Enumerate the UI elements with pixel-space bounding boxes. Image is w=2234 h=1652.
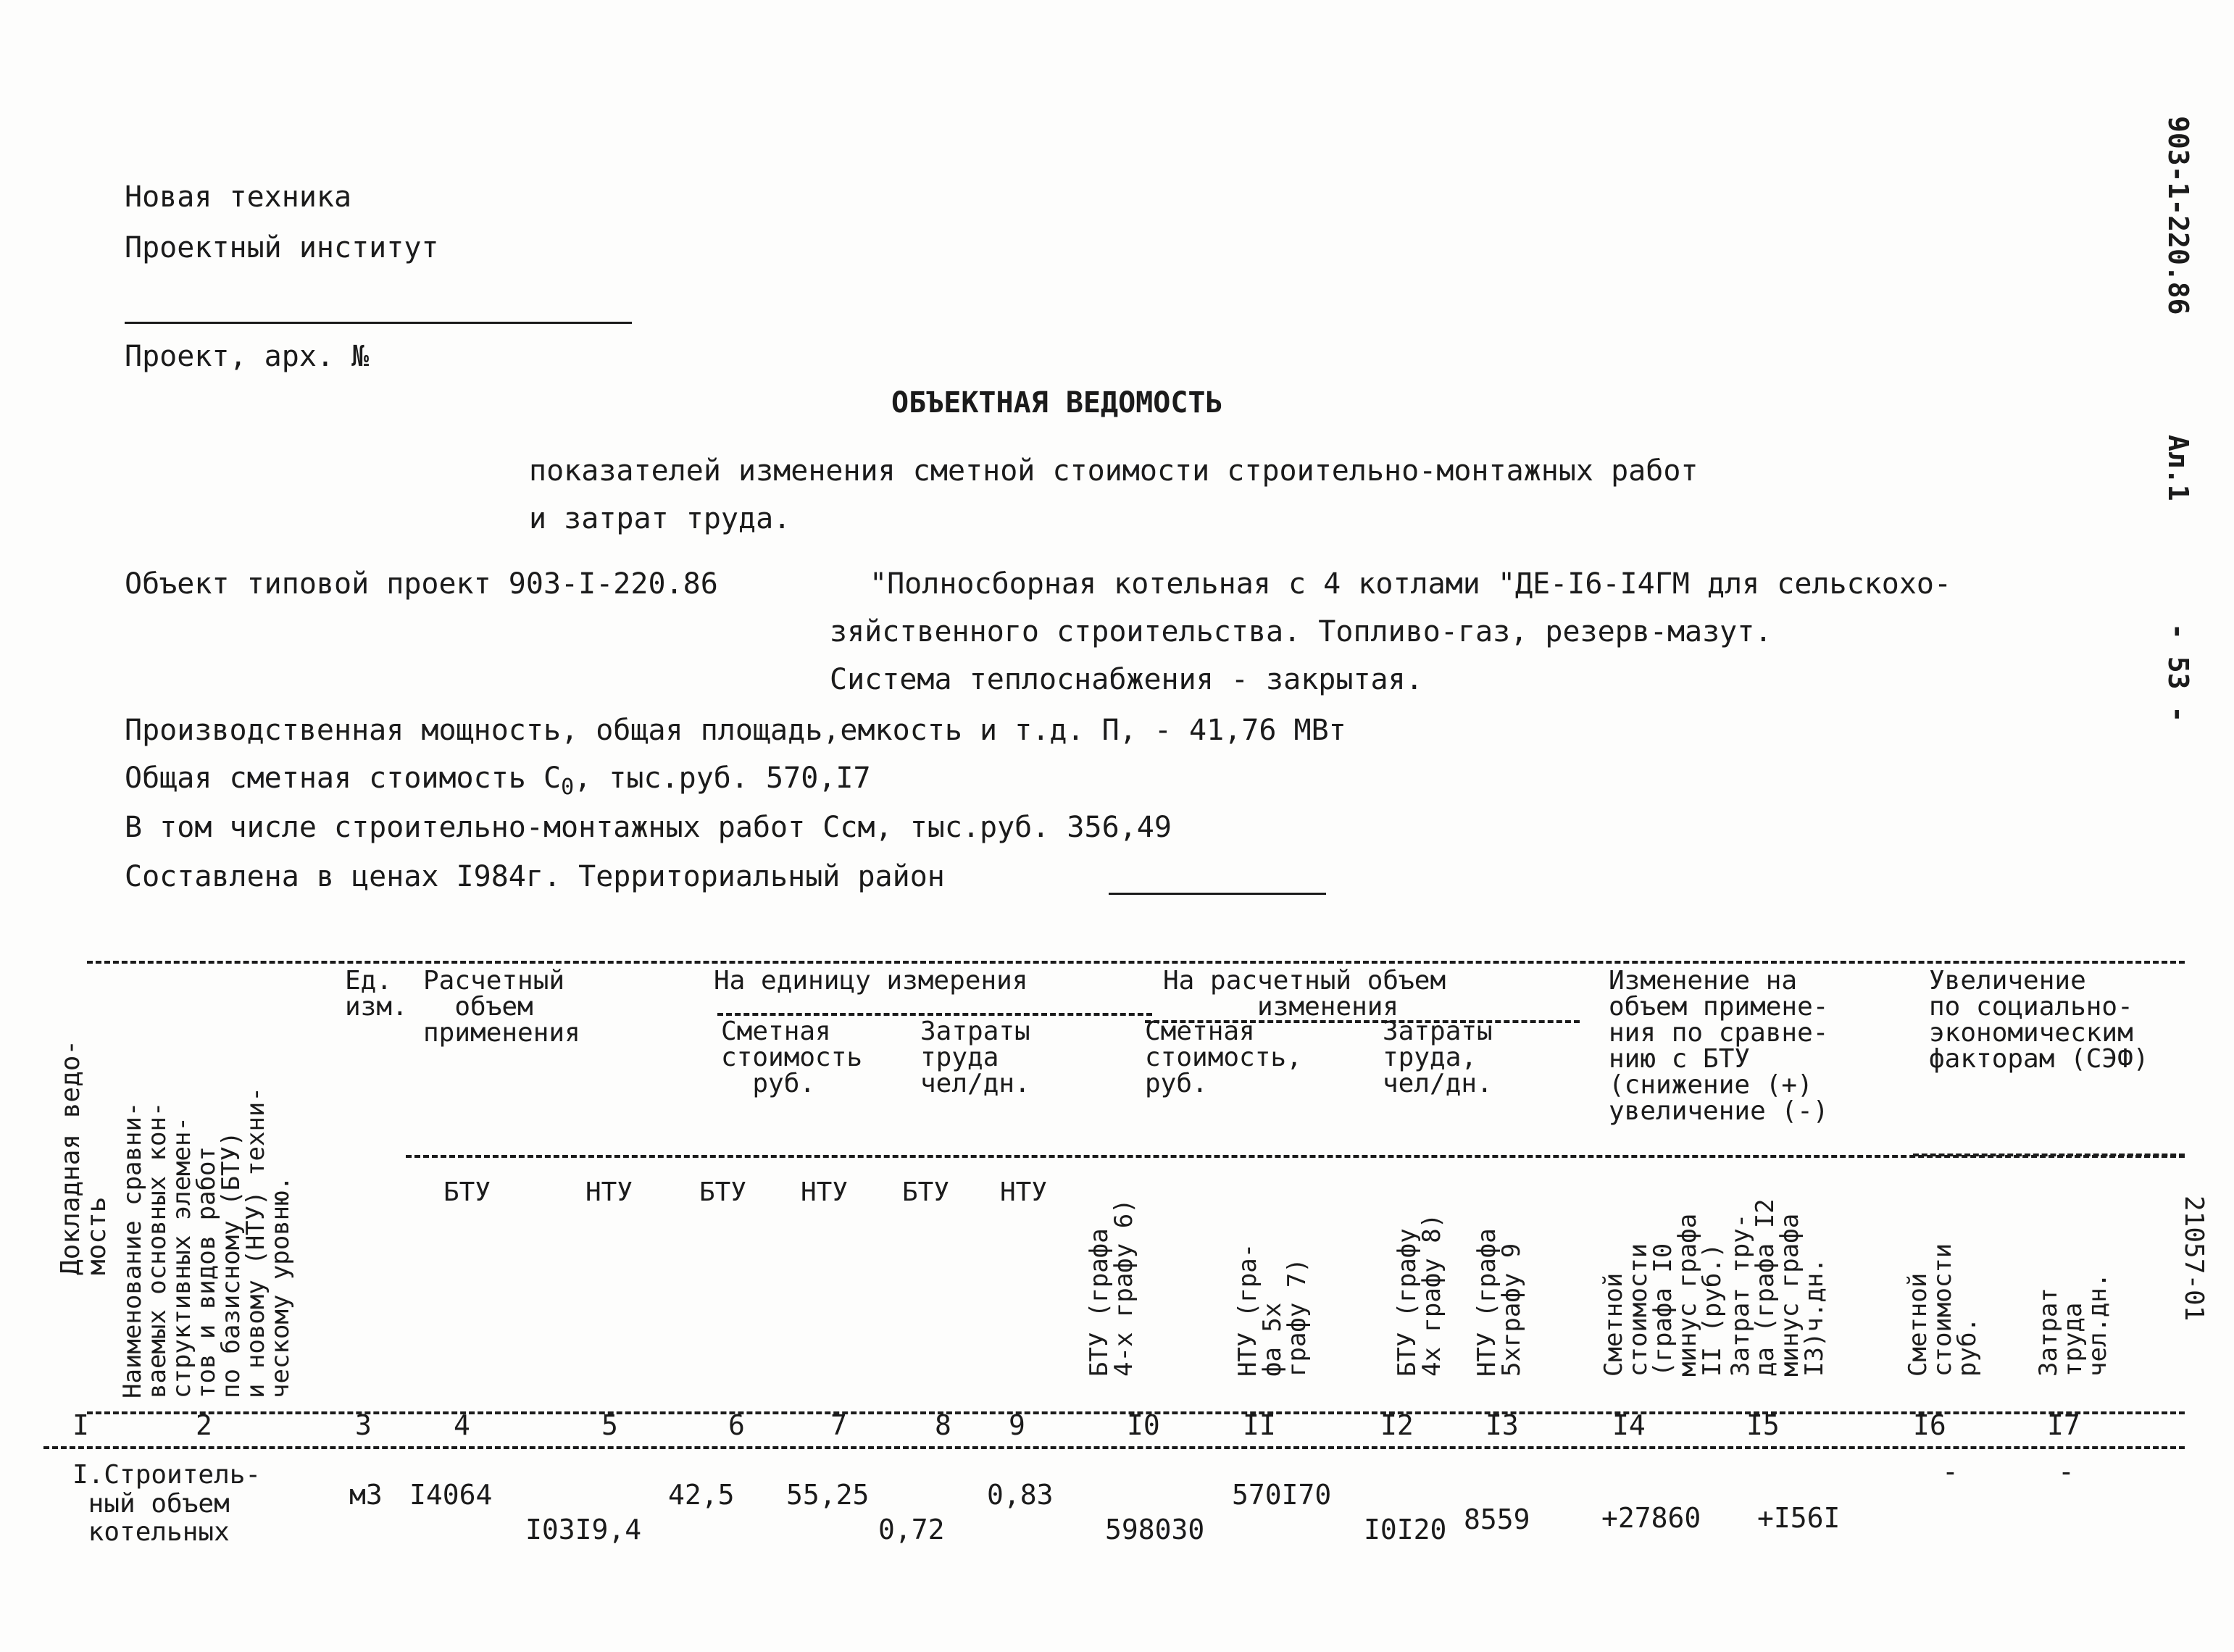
volume-ntu-header: НТУ bbox=[585, 1177, 633, 1207]
sef-header: Увеличение по социально- экономическим факторам (СЭФ) bbox=[1929, 966, 2149, 1074]
row1-col12: I0I20 bbox=[1364, 1514, 1447, 1545]
col2-header: Наименование сравни- ваемых основных кон- структивных элемен- тов и видов работ по базисному (БТУ) и новому (НТУ) техни- ческому уровню. bbox=[118, 1087, 295, 1398]
colnum-12: I2 bbox=[1380, 1409, 1414, 1441]
document-subtitle-line2: и затрат труда. bbox=[529, 502, 791, 535]
change-header: Изменение на объем примене- ния по сравне- нию с БТУ (снижение (+) увеличение (-) bbox=[1609, 966, 1829, 1126]
column-numbers-bottom-rule bbox=[43, 1446, 2185, 1449]
colnum-4: 4 bbox=[454, 1409, 470, 1441]
margin-archive-number: 21057-01 bbox=[2179, 1196, 2209, 1322]
labor-btu-header: БТУ bbox=[902, 1177, 950, 1207]
row1-col14: +27860 bbox=[1601, 1502, 1701, 1534]
per-unit-sub-rule bbox=[717, 1013, 1152, 1016]
calc-cost-header: Сметная стоимость, руб. bbox=[1145, 1017, 1302, 1098]
colnum-15: I5 bbox=[1746, 1409, 1780, 1441]
row1-volume-ntu: I03I9,4 bbox=[525, 1514, 642, 1545]
object-description-line3: Система теплоснабжения - закрытая. bbox=[830, 663, 1423, 696]
row1-col10: 598030 bbox=[1105, 1514, 1205, 1545]
col1-header: Докладная ведо- мость bbox=[56, 1039, 112, 1275]
per-unit-cost-header: Сметная стоимость руб. bbox=[721, 1017, 863, 1098]
object-label: Объект типовой проект 903-I-220.86 bbox=[125, 567, 718, 601]
total-cost-line bbox=[125, 764, 871, 798]
per-unit-header: На единицу измерения bbox=[714, 966, 1028, 996]
document-title: ОБЪЕКТНАЯ ВЕДОМОСТЬ bbox=[891, 386, 1223, 420]
institute-name: Проектный институт bbox=[125, 231, 439, 264]
per-unit-labor-header: Затраты труда чел/дн. bbox=[920, 1017, 1030, 1098]
colnum-10: I0 bbox=[1127, 1409, 1160, 1441]
colnum-11: II bbox=[1243, 1409, 1276, 1441]
calc-labor-header: Затраты труда, чел/дн. bbox=[1383, 1017, 1493, 1098]
col14-header: Сметной стоимости (графа I0 минус графа II (руб.) bbox=[1599, 1213, 1727, 1377]
colnum-17: I7 bbox=[2047, 1409, 2080, 1441]
total-cost-value: , тыс.руб. 570,I7 bbox=[574, 762, 871, 795]
row1-labor-ntu: 0,83 bbox=[987, 1479, 1054, 1511]
col12-header: БТУ (графу 4х графу 8) bbox=[1393, 1213, 1446, 1377]
row1-col16: - bbox=[1942, 1456, 1959, 1488]
row1-col15: +I56I bbox=[1757, 1502, 1841, 1534]
calc-volume-header: На расчетный объем изменения bbox=[1163, 966, 1446, 1022]
colnum-1: I bbox=[72, 1409, 89, 1441]
table-top-rule bbox=[87, 961, 2185, 964]
row1-cost-ntu: 55,25 bbox=[786, 1479, 870, 1511]
colnum-2: 2 bbox=[196, 1409, 212, 1441]
colnum-7: 7 bbox=[830, 1409, 847, 1441]
colnum-6: 6 bbox=[728, 1409, 745, 1441]
row1-volume-btu: I4064 bbox=[409, 1479, 493, 1511]
capacity-line: Производственная мощность, общая площадь,емкость и т.д. П, - 41,76 МВт bbox=[125, 714, 1346, 747]
org-name: Новая техника bbox=[125, 180, 352, 214]
subheader-rule bbox=[406, 1155, 2185, 1158]
colnum-14: I4 bbox=[1612, 1409, 1646, 1441]
col17-header: Затрат труда чел.дн. bbox=[2034, 1272, 2112, 1377]
cost-ntu-header: НТУ bbox=[801, 1177, 849, 1207]
row1-labor-btu: 0,72 bbox=[878, 1514, 945, 1545]
unit-header: Ед. изм. bbox=[345, 966, 408, 1022]
prices-line: Составлена в ценах I984г. Территориальный район bbox=[125, 860, 945, 893]
margin-page: - 53 - bbox=[2162, 623, 2194, 723]
colnum-9: 9 bbox=[1009, 1409, 1025, 1441]
signature-line bbox=[125, 322, 632, 324]
cost-btu-header: БТУ bbox=[699, 1177, 747, 1207]
colnum-13: I3 bbox=[1485, 1409, 1519, 1441]
row1-cost-btu: 42,5 bbox=[668, 1479, 735, 1511]
volume-header: Расчетный объем применения bbox=[423, 966, 580, 1048]
row1-unit: м3 bbox=[349, 1479, 383, 1511]
labor-ntu-header: НТУ bbox=[1000, 1177, 1048, 1207]
colnum-16: I6 bbox=[1913, 1409, 1946, 1441]
document-subtitle-line1: показателей изменения сметной стоимости строительно-монтажных работ bbox=[529, 454, 1699, 488]
margin-doc-code: 903-1-220.86 bbox=[2162, 116, 2194, 315]
project-arch-label: Проект, арх. № bbox=[125, 340, 370, 373]
volume-btu-header: БТУ bbox=[443, 1177, 491, 1207]
margin-sheet: Ал.1 bbox=[2162, 435, 2194, 501]
object-description-line2: зяйственного строительства. Топливо-газ, резерв-мазут. bbox=[830, 615, 1772, 648]
col15-header: Затрат тру- да (графа I2 минус графа I3)ч.дн. bbox=[1726, 1198, 1829, 1377]
row1-name: I.Строитель- ный объем котельных bbox=[72, 1460, 262, 1548]
col16-header: Сметной стоимости руб. bbox=[1904, 1243, 1982, 1377]
smr-cost-line: В том числе строительно-монтажных работ Ссм, тыс.руб. 356,49 bbox=[125, 811, 1172, 844]
row1-col11: 570I70 bbox=[1232, 1479, 1332, 1511]
col11-header: НТУ (гра- фа 5х графу 7) bbox=[1233, 1243, 1312, 1377]
territorial-district-blank bbox=[1109, 893, 1326, 895]
col10-header: БТУ (графа 4-х графу 6) bbox=[1085, 1198, 1138, 1377]
row1-col17: - bbox=[2058, 1456, 2075, 1488]
colnum-5: 5 bbox=[601, 1409, 618, 1441]
col13-header: НТУ (графа 5хграфу 9 bbox=[1472, 1228, 1526, 1377]
colnum-3: 3 bbox=[355, 1409, 372, 1441]
row1-col13: 8559 bbox=[1464, 1503, 1530, 1535]
total-cost-subscript: 0 bbox=[561, 775, 575, 800]
colnum-8: 8 bbox=[935, 1409, 951, 1441]
object-description-line1: "Полносборная котельная с 4 котлами "ДЕ-I6-I4ГМ для сельскохо- bbox=[870, 567, 1952, 601]
total-cost-label: Общая сметная стоимость C bbox=[125, 762, 562, 795]
